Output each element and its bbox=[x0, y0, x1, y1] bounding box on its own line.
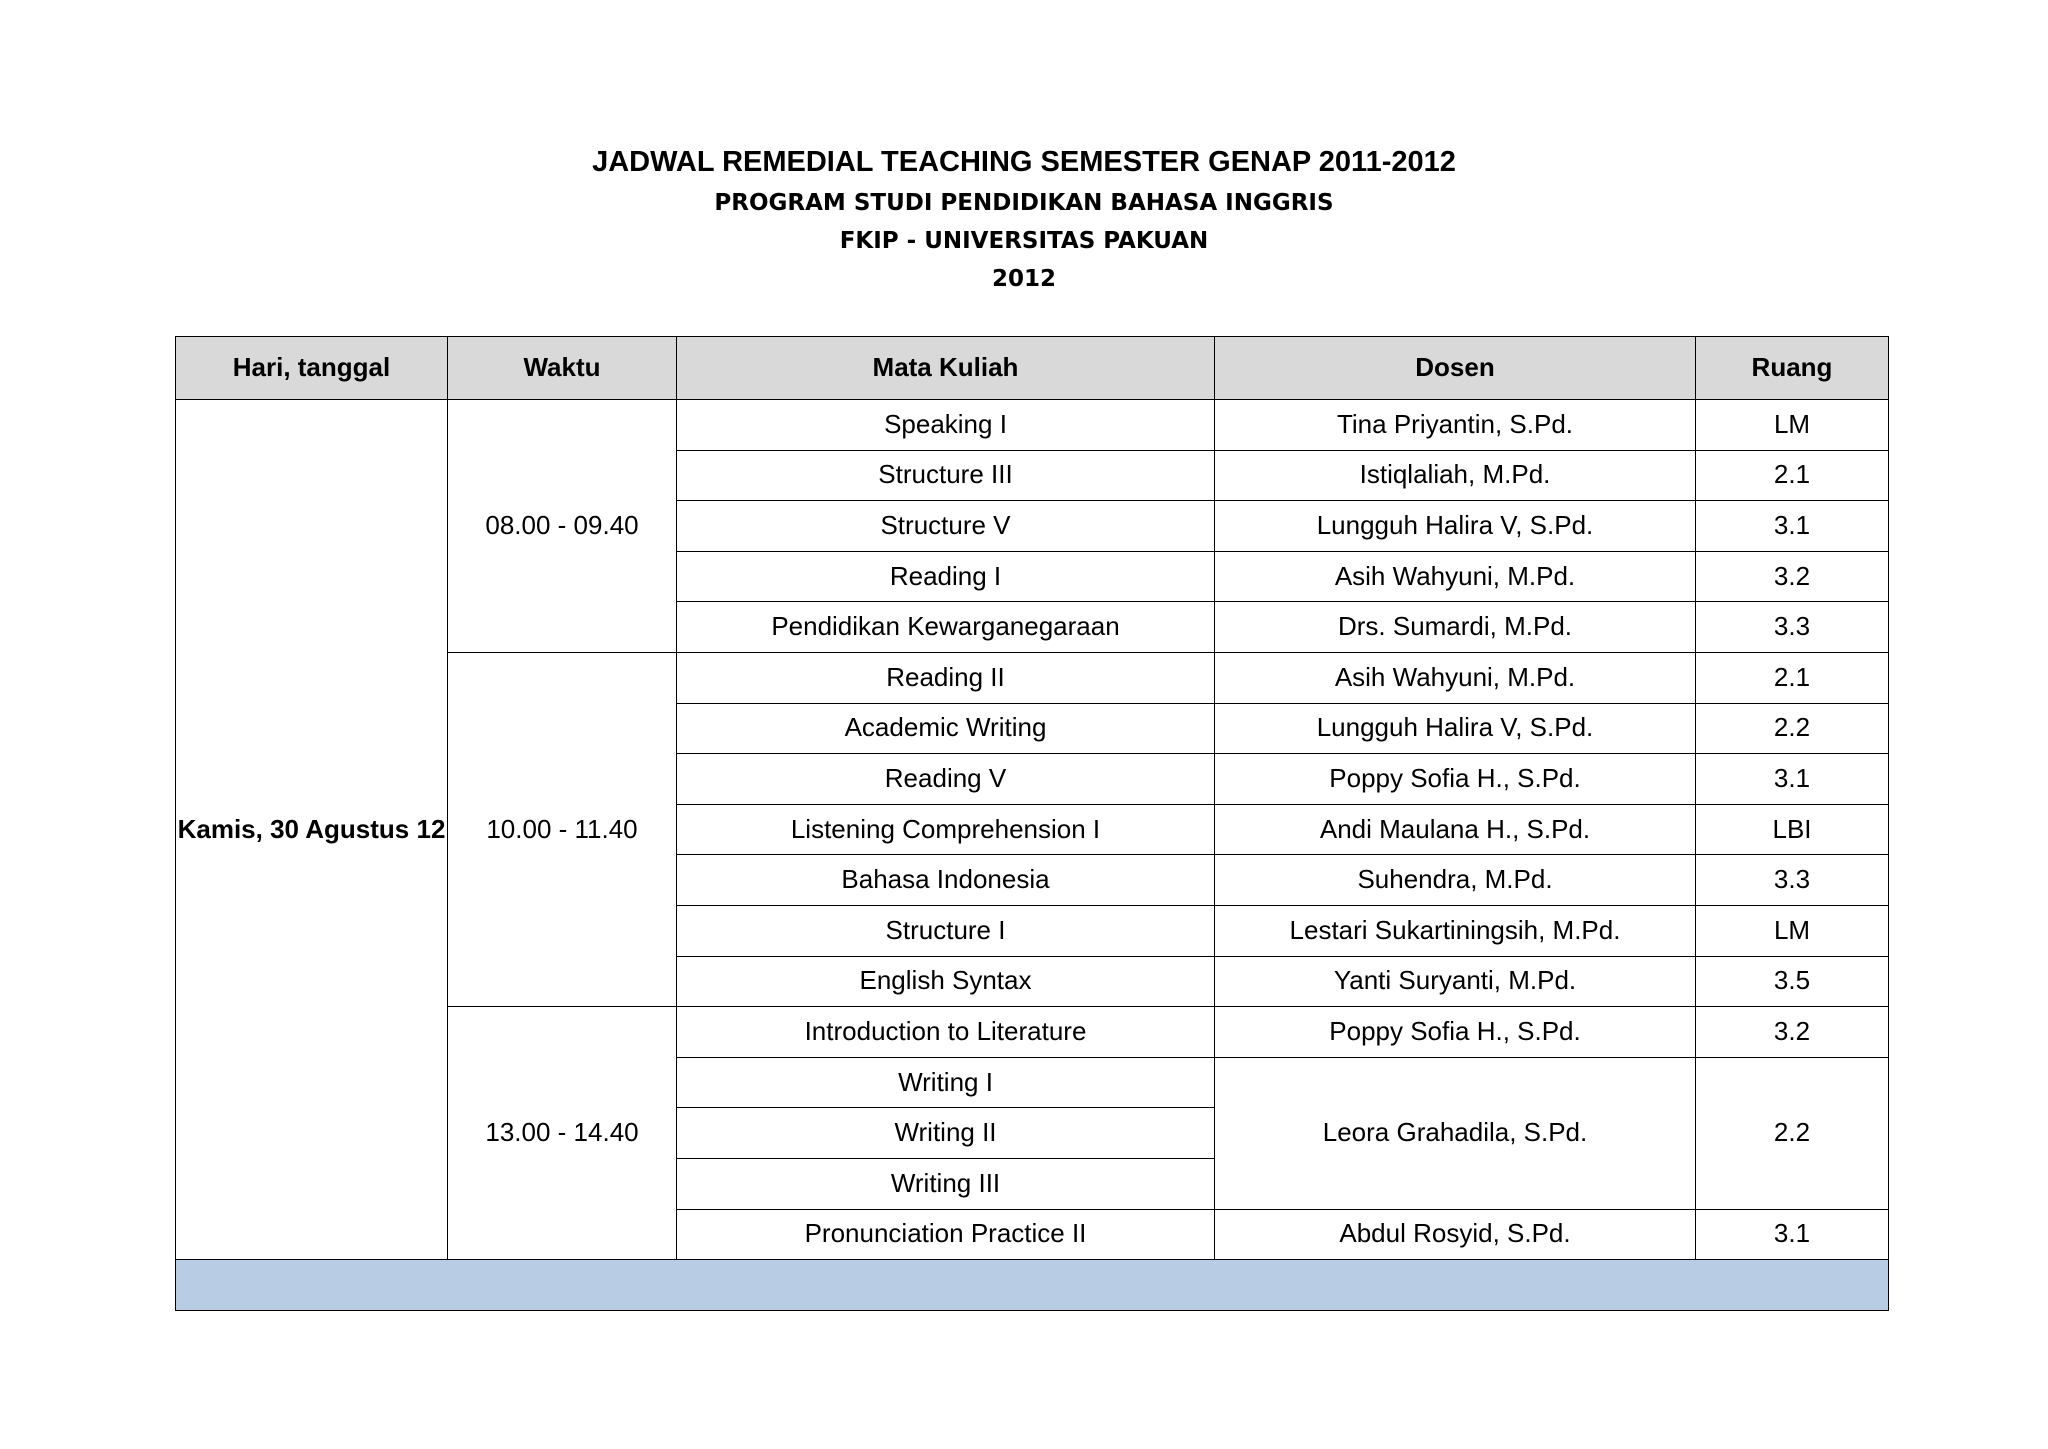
col-header-lecturer: Dosen bbox=[1215, 337, 1696, 400]
room-cell: 3.2 bbox=[1696, 1007, 1889, 1058]
faculty-name: FKIP - UNIVERSITAS PAKUAN bbox=[839, 228, 1209, 254]
room-cell: 2.2 bbox=[1696, 703, 1889, 754]
course-cell: English Syntax bbox=[677, 956, 1215, 1007]
lecturer-cell: Asih Wahyuni, M.Pd. bbox=[1215, 551, 1696, 602]
day-label: Kamis, 30 Agustus 12 bbox=[177, 813, 446, 844]
room-cell: LM bbox=[1696, 400, 1889, 451]
lecturer-cell: Lungguh Halira V, S.Pd. bbox=[1215, 501, 1696, 552]
footer-row bbox=[176, 1260, 1889, 1311]
col-header-course: Mata Kuliah bbox=[677, 337, 1215, 400]
col-header-room: Ruang bbox=[1696, 337, 1889, 400]
room-cell: 3.1 bbox=[1696, 1209, 1889, 1260]
lecturer-cell: Abdul Rosyid, S.Pd. bbox=[1215, 1209, 1696, 1260]
footer-bar bbox=[176, 1260, 1889, 1311]
course-cell: Listening Comprehension I bbox=[677, 804, 1215, 855]
room-cell: 3.3 bbox=[1696, 602, 1889, 653]
document-title: JADWAL REMEDIAL TEACHING SEMESTER GENAP 2011-2012 bbox=[592, 146, 1456, 178]
room-cell: 3.5 bbox=[1696, 956, 1889, 1007]
course-cell: Bahasa Indonesia bbox=[677, 855, 1215, 906]
time-cell: 13.00 - 14.40 bbox=[448, 1007, 677, 1260]
lecturer-cell: Drs. Sumardi, M.Pd. bbox=[1215, 602, 1696, 653]
course-cell: Writing II bbox=[677, 1108, 1215, 1159]
room-cell: LM bbox=[1696, 905, 1889, 956]
room-cell: 2.1 bbox=[1696, 652, 1889, 703]
room-cell: 3.1 bbox=[1696, 501, 1889, 552]
course-cell: Structure I bbox=[677, 905, 1215, 956]
room-cell: 3.3 bbox=[1696, 855, 1889, 906]
table-row bbox=[176, 400, 1889, 451]
lecturer-cell: Suhendra, M.Pd. bbox=[1215, 855, 1696, 906]
time-cell: 10.00 - 11.40 bbox=[448, 652, 677, 1006]
col-header-time: Waktu bbox=[448, 337, 677, 400]
program-name: PROGRAM STUDI PENDIDIKAN BAHASA INGGRIS bbox=[714, 190, 1334, 216]
lecturer-cell: Lestari Sukartiningsih, M.Pd. bbox=[1215, 905, 1696, 956]
lecturer-cell: Lungguh Halira V, S.Pd. bbox=[1215, 703, 1696, 754]
lecturer-cell: Istiqlaliah, M.Pd. bbox=[1215, 450, 1696, 501]
lecturer-cell: Andi Maulana H., S.Pd. bbox=[1215, 804, 1696, 855]
lecturer-cell: Poppy Sofia H., S.Pd. bbox=[1215, 754, 1696, 805]
room-cell: 3.2 bbox=[1696, 551, 1889, 602]
room-cell: LBI bbox=[1696, 804, 1889, 855]
course-cell: Pendidikan Kewarganegaraan bbox=[677, 602, 1215, 653]
course-cell: Pronunciation Practice II bbox=[677, 1209, 1215, 1260]
room-cell: 2.2 bbox=[1696, 1057, 1889, 1209]
header-row bbox=[176, 337, 1889, 400]
schedule-table bbox=[175, 336, 1889, 1311]
course-cell: Reading I bbox=[677, 551, 1215, 602]
course-cell: Reading II bbox=[677, 652, 1215, 703]
course-cell: Writing III bbox=[677, 1158, 1215, 1209]
time-cell: 08.00 - 09.40 bbox=[448, 400, 677, 653]
lecturer-cell: Asih Wahyuni, M.Pd. bbox=[1215, 652, 1696, 703]
course-cell: Academic Writing bbox=[677, 703, 1215, 754]
course-cell: Structure V bbox=[677, 501, 1215, 552]
lecturer-cell: Poppy Sofia H., S.Pd. bbox=[1215, 1007, 1696, 1058]
col-header-day: Hari, tanggal bbox=[176, 337, 448, 400]
lecturer-cell: Yanti Suryanti, M.Pd. bbox=[1215, 956, 1696, 1007]
course-cell: Speaking I bbox=[677, 400, 1215, 451]
lecturer-cell: Tina Priyantin, S.Pd. bbox=[1215, 400, 1696, 451]
document-year: 2012 bbox=[991, 266, 1056, 292]
room-cell: 2.1 bbox=[1696, 450, 1889, 501]
room-cell: 3.1 bbox=[1696, 754, 1889, 805]
lecturer-cell: Leora Grahadila, S.Pd. bbox=[1215, 1057, 1696, 1209]
course-cell: Structure III bbox=[677, 450, 1215, 501]
course-cell: Reading V bbox=[677, 754, 1215, 805]
day-cell bbox=[176, 400, 448, 1260]
course-cell: Writing I bbox=[677, 1057, 1215, 1108]
course-cell: Introduction to Literature bbox=[677, 1007, 1215, 1058]
